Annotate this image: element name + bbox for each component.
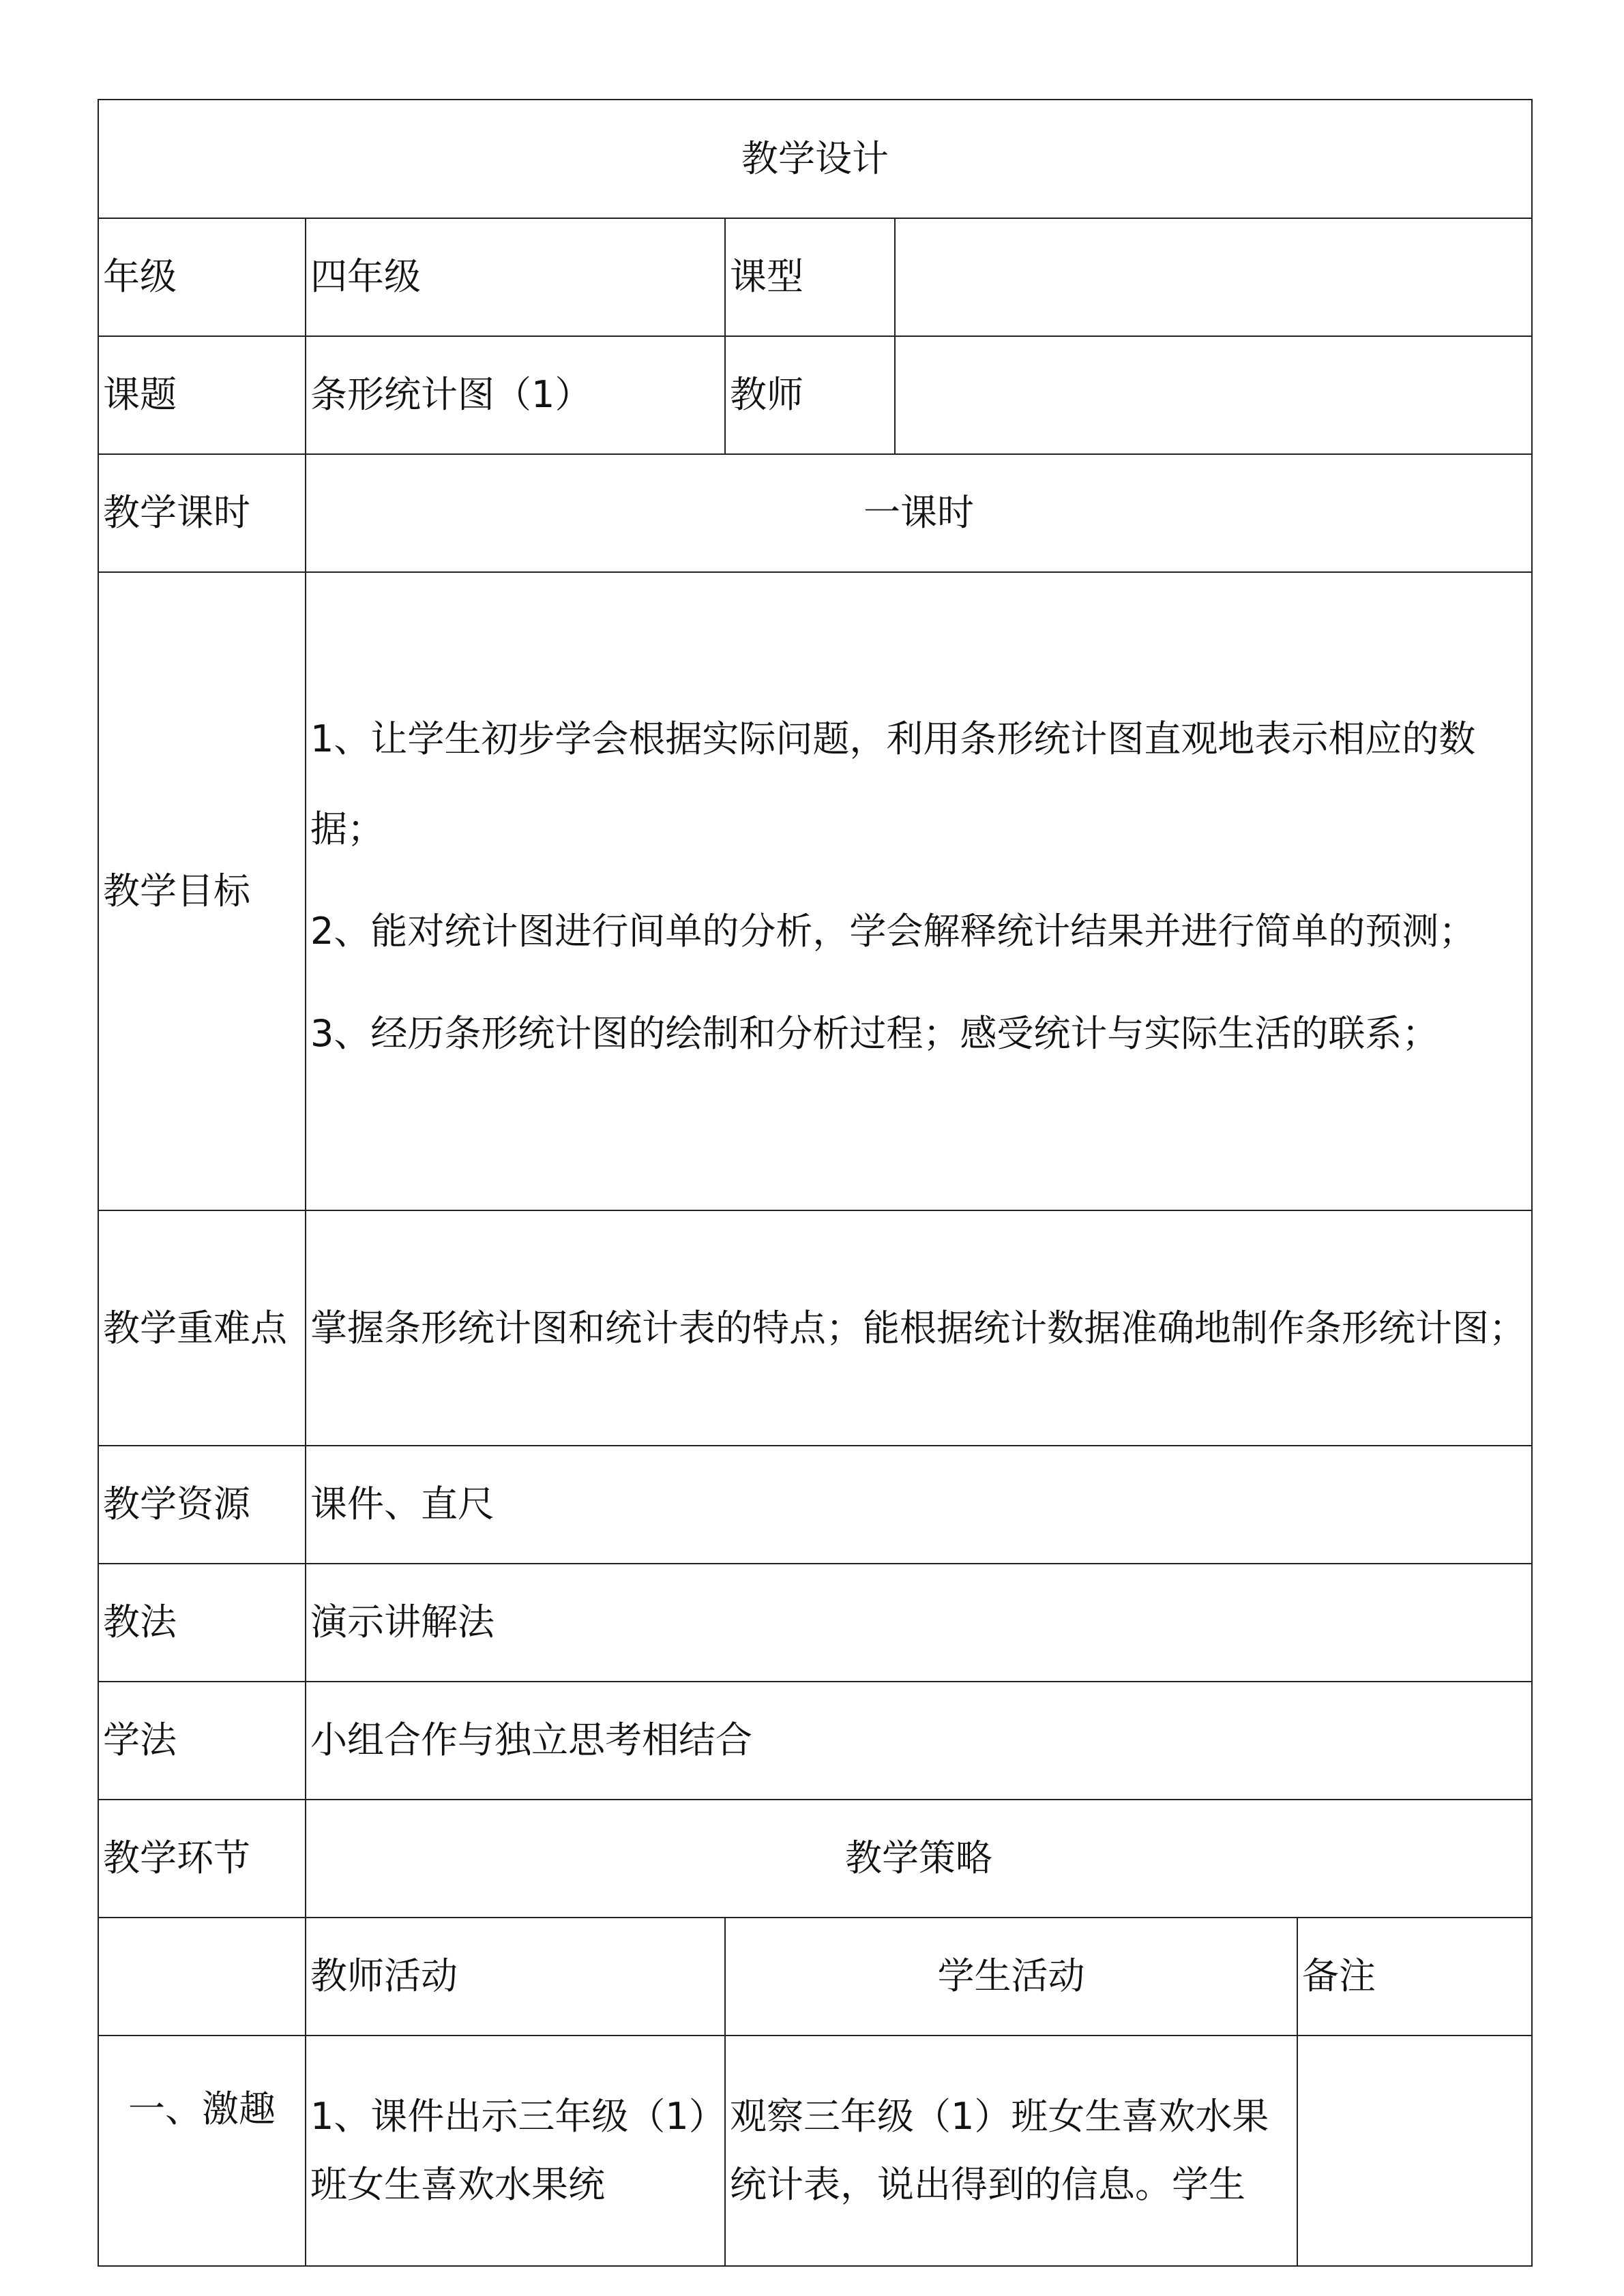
grade-row bbox=[98, 218, 1532, 336]
goals-list bbox=[306, 572, 1532, 1210]
goal-item: 2、能对统计图进行间单的分析，学会解释统计结果并进行简单的预测； bbox=[310, 910, 1476, 953]
learning-value: 小组合作与独立思考相结合 bbox=[306, 1682, 1532, 1800]
resources-row bbox=[98, 1446, 1532, 1564]
resources-label: 教学资源 bbox=[98, 1446, 306, 1564]
notes-label: 备注 bbox=[1297, 1918, 1532, 2036]
goal-item: 1、让学生初步学会根据实际问题，利用条形统计图直观地表示相应的数据； bbox=[310, 717, 1476, 850]
topic-row bbox=[98, 336, 1532, 454]
grade-label: 年级 bbox=[98, 218, 306, 336]
periods-label: 教学课时 bbox=[98, 454, 306, 572]
lesson-type-label: 课型 bbox=[725, 218, 895, 336]
learning-row bbox=[98, 1682, 1532, 1800]
topic-value: 条形统计图（1） bbox=[306, 336, 725, 454]
learning-label: 学法 bbox=[98, 1682, 306, 1800]
strategy-label: 教学策略 bbox=[306, 1800, 1532, 1918]
lesson-type-value bbox=[895, 218, 1532, 336]
goal-item: 3、经历条形统计图的绘制和分析过程；感受统计与实际生活的联系； bbox=[310, 1012, 1439, 1055]
student-activity-label: 学生活动 bbox=[725, 1918, 1297, 2036]
goals-row bbox=[98, 572, 1532, 1210]
method-row bbox=[98, 1564, 1532, 1682]
document-title: 教学设计 bbox=[98, 100, 1532, 218]
key-points-value: 掌握条形统计图和统计表的特点；能根据统计数据准确地制作条形统计图； bbox=[306, 1210, 1532, 1446]
resources-value: 课件、直尺 bbox=[306, 1446, 1532, 1564]
key-points-label: 教学重难点 bbox=[98, 1210, 306, 1446]
method-value: 演示讲解法 bbox=[306, 1564, 1532, 1682]
method-label: 教法 bbox=[98, 1564, 306, 1682]
activity-header-row bbox=[98, 1918, 1532, 2036]
empty-cell bbox=[98, 1918, 306, 2036]
topic-label: 课题 bbox=[98, 336, 306, 454]
title-row bbox=[98, 100, 1532, 218]
stage1-row bbox=[98, 2036, 1532, 2266]
stage-label: 教学环节 bbox=[98, 1800, 306, 1918]
stage-header-row bbox=[98, 1800, 1532, 1918]
stage1-notes bbox=[1297, 2036, 1532, 2266]
teacher-value bbox=[895, 336, 1532, 454]
periods-value: 一课时 bbox=[306, 454, 1532, 572]
goals-label: 教学目标 bbox=[98, 572, 306, 1210]
stage1-student-activity: 观察三年级（1）班女生喜欢水果统计表，说出得到的信息。学生 bbox=[725, 2036, 1297, 2266]
stage1-teacher-activity: 1、课件出示三年级（1）班女生喜欢水果统 bbox=[306, 2036, 725, 2266]
teacher-label: 教师 bbox=[725, 336, 895, 454]
periods-row bbox=[98, 454, 1532, 572]
lesson-plan-table bbox=[98, 99, 1533, 2267]
key-points-row bbox=[98, 1210, 1532, 1446]
grade-value: 四年级 bbox=[306, 218, 725, 336]
teacher-activity-label: 教师活动 bbox=[306, 1918, 725, 2036]
stage1-label: 一、激趣 bbox=[98, 2036, 306, 2266]
